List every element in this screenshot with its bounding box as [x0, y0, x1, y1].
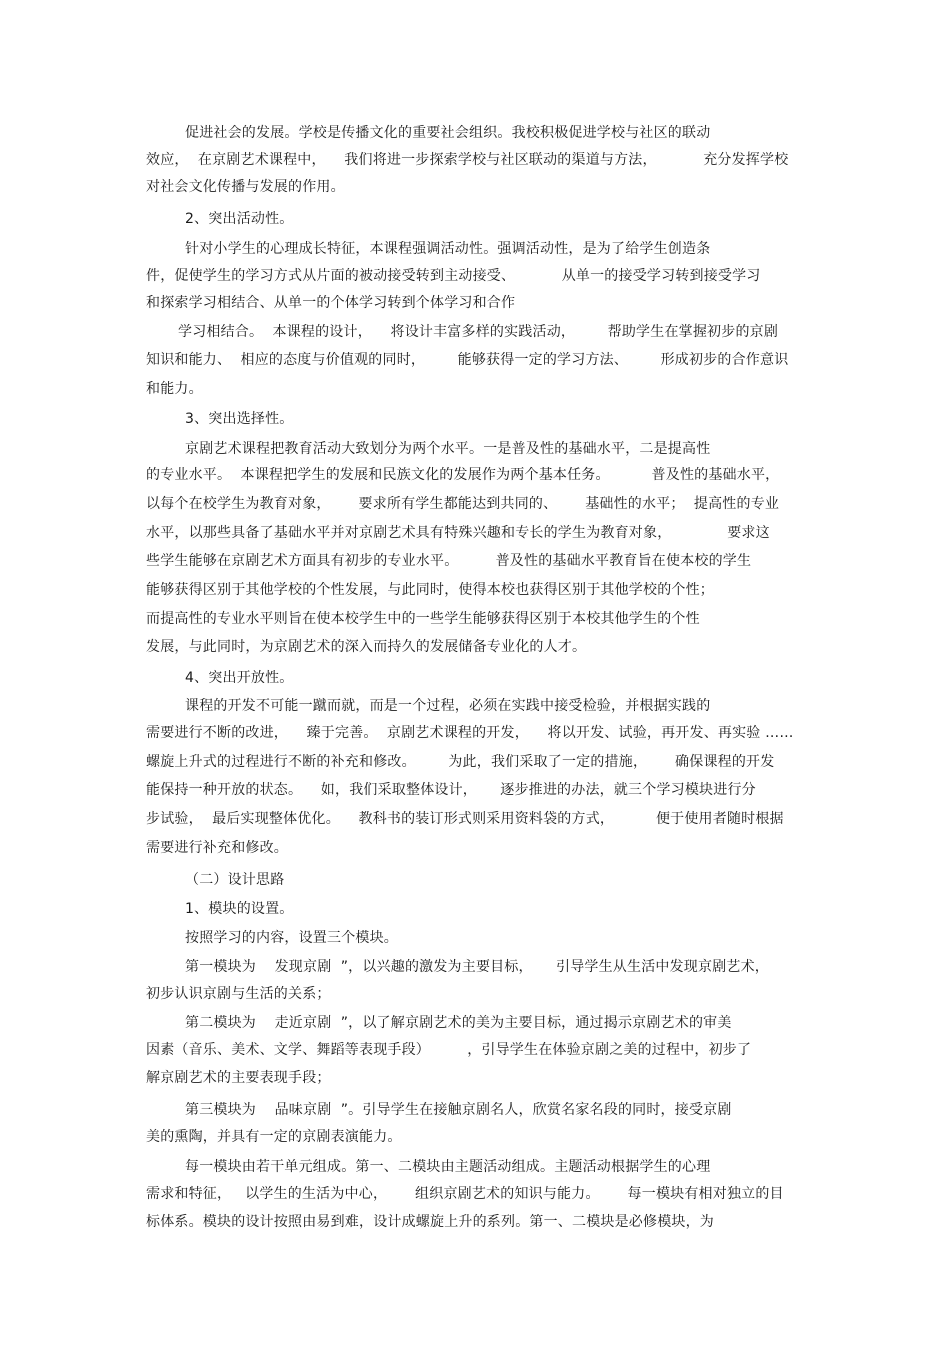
- text-line: 学习相结合。 本课程的设计， 将设计丰富多样的实践活动， 帮助学生在掌握初步的京剧: [178, 324, 779, 340]
- text-line: 第三模块为 品味京剧 ”。引导学生在接触京剧名人，欣赏名家名段的同时，接受京剧: [185, 1102, 732, 1118]
- text-line: 需求和特征， 以学生的生活为中心， 组织京剧艺术的知识与能力。 每一模块有相对独立的目: [146, 1186, 784, 1202]
- text-line: 件，促使学生的学习方式从片面的被动接受转到主动接受、 从单一的接受学习转到接受学习: [146, 268, 761, 284]
- text-line: 课程的开发不可能一蹴而就，而是一个过程，必须在实践中接受检验，并根据实践的: [185, 698, 711, 714]
- text-line: 初步认识京剧与生活的关系；: [146, 986, 331, 1002]
- text-line: 每一模块由若干单元组成。第一、二模块由主题活动组成。主题活动根据学生的心理: [185, 1159, 711, 1175]
- section-heading: 4、突出开放性。: [185, 670, 294, 686]
- text-line: 能保持一种开放的状态。 如，我们采取整体设计， 逐步推进的办法，就三个学习模块进行分: [146, 782, 756, 798]
- text-line: 按照学习的内容，设置三个模块。: [185, 930, 398, 946]
- text-line: 京剧艺术课程把教育活动大致划分为两个水平。一是普及性的基础水平，二是提高性: [185, 441, 711, 457]
- text-line: 标体系。模块的设计按照由易到难，设计成螺旋上升的系列。第一、二模块是必修模块，为: [146, 1214, 714, 1230]
- text-line: 能够获得区别于其他学校的个性发展，与此同时，使得本校也获得区别于其他学校的个性；: [146, 582, 714, 598]
- text-line: 螺旋上升式的过程进行不断的补充和修改。 为此，我们采取了一定的措施， 确保课程的开发: [146, 754, 775, 770]
- text-line: 水平，以那些具备了基础水平并对京剧艺术具有特殊兴趣和专长的学生为教育对象， 要求这: [146, 525, 770, 541]
- text-line: 第一模块为 发现京剧 ”，以兴趣的激发为主要目标， 引导学生从生活中发现京剧艺术，: [185, 959, 770, 975]
- text-line: 需要进行不断的改进， 臻于完善。 京剧艺术课程的开发， 将以开发、试验，再开发、再实验 ……: [146, 725, 794, 741]
- text-line: 因素（音乐、美术、文学、舞蹈等表现手段） ，引导学生在体验京剧之美的过程中，初步了: [146, 1042, 752, 1058]
- text-line: 促进社会的发展。学校是传播文化的重要社会组织。我校积极促进学校与社区的联动: [185, 125, 711, 141]
- text-line: 针对小学生的心理成长特征，本课程强调活动性。强调活动性，是为了给学生创造条: [185, 241, 711, 257]
- text-line: 第二模块为 走近京剧 ”，以了解京剧艺术的美为主要目标，通过揭示京剧艺术的审美: [185, 1015, 732, 1031]
- text-line: 和探索学习相结合、从单一的个体学习转到个体学习和合作: [146, 295, 516, 311]
- text-line: 步试验， 最后实现整体优化。 教科书的装订形式则采用资料袋的方式， 便于使用者随时根据: [146, 811, 784, 827]
- section-heading: 3、突出选择性。: [185, 411, 294, 427]
- text-line: 对社会文化传播与发展的作用。: [146, 179, 345, 195]
- text-line: 以每个在校学生为教育对象， 要求所有学生都能达到共同的、 基础性的水平； 提高性的专业: [146, 496, 780, 512]
- text-line: 知识和能力、 相应的态度与价值观的同时， 能够获得一定的学习方法、 形成初步的合作意识: [146, 352, 789, 368]
- text-line: 需要进行补充和修改。: [146, 840, 288, 856]
- text-line: 美的熏陶，并具有一定的京剧表演能力。: [146, 1129, 402, 1145]
- section-heading: （二）设计思路: [185, 872, 285, 888]
- text-line: 解京剧艺术的主要表现手段；: [146, 1070, 331, 1086]
- text-line: 发展，与此同时，为京剧艺术的深入而持久的发展储备专业化的人才。: [146, 639, 587, 655]
- section-heading: 1、模块的设置。: [185, 901, 294, 917]
- text-line: 而提高性的专业水平则旨在使本校学生中的一些学生能够获得区别于本校其他学生的个性: [146, 611, 700, 627]
- text-line: 和能力。: [146, 381, 203, 397]
- text-line: 的专业水平。 本课程把学生的发展和民族文化的发展作为两个基本任务。 普及性的基础水平，: [146, 467, 780, 483]
- section-heading: 2、突出活动性。: [185, 211, 294, 227]
- text-line: 些学生能够在京剧艺术方面具有初步的专业水平。 普及性的基础水平教育旨在使本校的学生: [146, 553, 752, 569]
- text-line: 效应， 在京剧艺术课程中， 我们将进一步探索学校与社区联动的渠道与方法， 充分发挥学校: [146, 152, 789, 168]
